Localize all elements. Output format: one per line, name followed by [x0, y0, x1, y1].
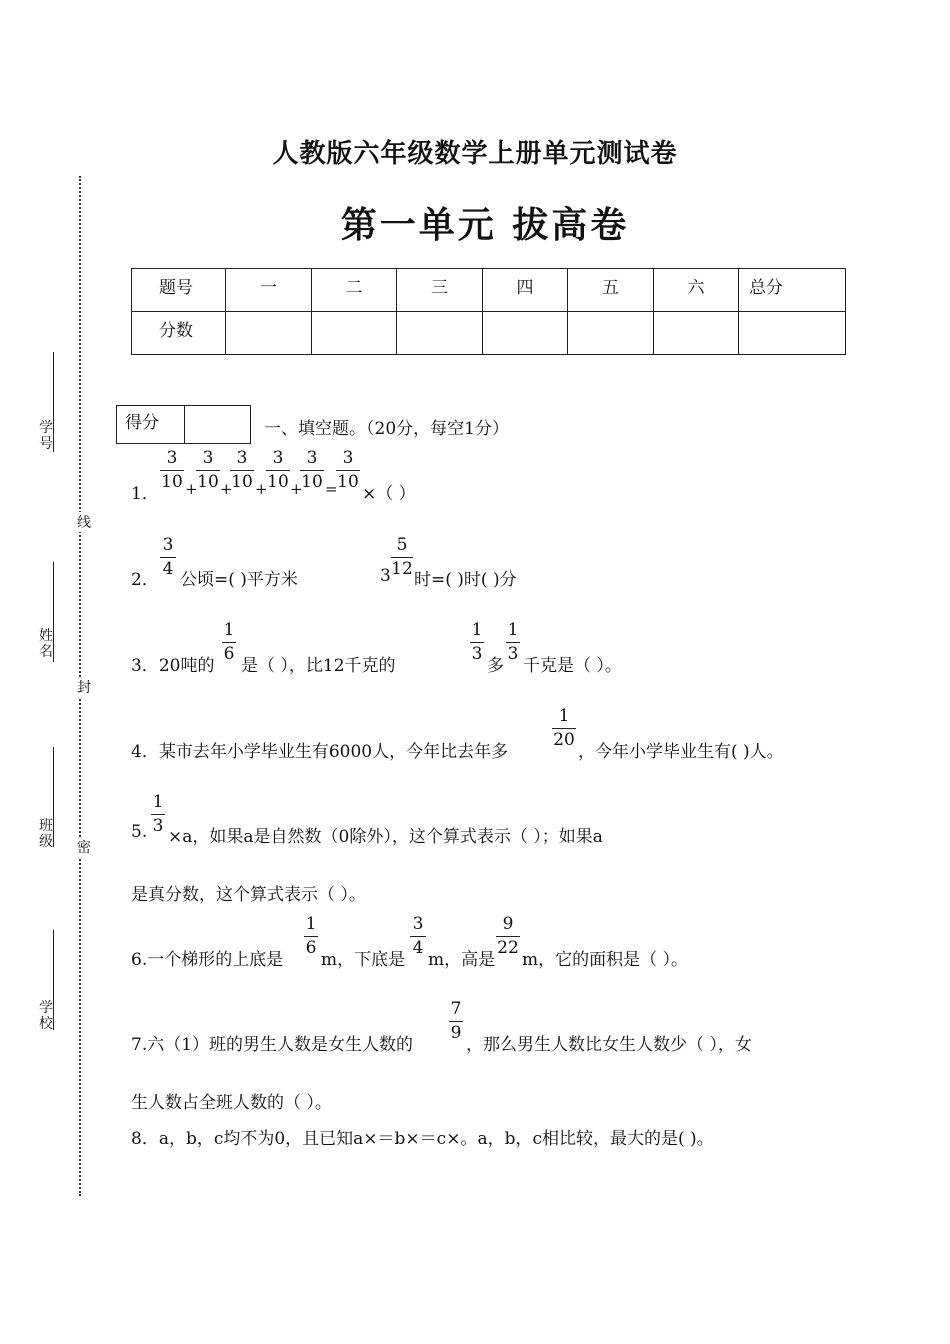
- fraction: 3 10: [301, 448, 323, 492]
- question-3-text: 3．20吨的: [131, 656, 215, 676]
- plus-sign: +: [290, 480, 303, 498]
- score-input-cell[interactable]: [568, 312, 654, 355]
- fraction: 7 9: [450, 999, 462, 1043]
- question-3-text: 多: [487, 656, 504, 676]
- school-label: 学校: [39, 1000, 53, 1032]
- section-score-box: [116, 405, 251, 444]
- fraction: 3 4: [160, 535, 176, 579]
- question-7-text: ，那么男生人数比女生人数少（ ），女: [466, 1035, 752, 1055]
- score-box-label: 得分: [117, 406, 185, 444]
- fraction: 3 10: [337, 448, 359, 492]
- score-input-cell[interactable]: [312, 312, 397, 355]
- fraction: 1 6: [305, 914, 317, 958]
- question-7-text: 生人数占全班人数的（ ）。: [131, 1093, 332, 1113]
- question-4-text: 4．某市去年小学毕业生有6000人，今年比去年多: [131, 742, 509, 762]
- question-6-text: m，下底是: [321, 950, 406, 970]
- score-input-cell[interactable]: [654, 312, 739, 355]
- fraction: 3 4: [410, 914, 426, 958]
- table-cell: 一: [226, 269, 312, 312]
- question-6-text: 6.一个梯形的上底是: [131, 950, 284, 970]
- student-id-label: 学号: [39, 420, 53, 452]
- seal-seal-char: 封: [77, 677, 91, 697]
- fraction: 9 22: [497, 914, 519, 958]
- plus-sign: +: [255, 480, 268, 498]
- table-cell: 五: [568, 269, 654, 312]
- question-5-prefix: 5.: [131, 822, 148, 842]
- fraction: 1 3: [507, 620, 519, 664]
- question-3-text: 是（ ），比12千克的: [241, 656, 396, 676]
- score-table-header-row: [132, 269, 846, 312]
- table-cell: 分数: [132, 312, 226, 355]
- table-cell: 总分: [739, 269, 846, 312]
- fraction: 3 10: [161, 448, 183, 492]
- question-2-prefix: 2．: [131, 570, 159, 590]
- score-input-cell[interactable]: [397, 312, 483, 355]
- table-cell: 题号: [132, 269, 226, 312]
- student-name-label: 姓名: [39, 628, 53, 660]
- question-6-text: m，高是: [428, 950, 496, 970]
- question-1-prefix: 1．: [131, 484, 159, 504]
- question-1-tail: ×（ ）: [362, 484, 416, 504]
- table-cell: 二: [312, 269, 397, 312]
- plus-sign: +: [185, 480, 198, 498]
- student-id-line: [53, 352, 54, 452]
- question-7-text: 7.六（1）班的男生人数是女生人数的: [131, 1035, 414, 1055]
- question-5-text: ×a，如果a是自然数（0除外），这个算式表示（ ）；如果a: [168, 827, 603, 847]
- score-input-cell[interactable]: [483, 312, 568, 355]
- score-input-cell[interactable]: [739, 312, 846, 355]
- question-2-text: 公顷=( )平方米: [180, 570, 298, 590]
- question-6-text: m，它的面积是（ ）。: [522, 950, 689, 970]
- section-heading: 一、填空题。（20分，每空1分）: [264, 419, 509, 439]
- school-line: [53, 930, 54, 1030]
- fraction: 3 10: [231, 448, 253, 492]
- question-8-text: 8．a，b，c均不为0，且已知a×＝b×＝c×。a，b，c相比较，最大的是( )。: [131, 1129, 714, 1149]
- table-cell: 四: [483, 269, 568, 312]
- page-title: 人教版六年级数学上册单元测试卷: [272, 139, 678, 169]
- question-5-text: 是真分数，这个算式表示（ ）。: [131, 885, 366, 905]
- question-2-text: 时=( )时( )分: [414, 570, 517, 590]
- table-cell: 六: [654, 269, 739, 312]
- fraction: 5 12: [391, 535, 413, 579]
- fraction: 1 6: [223, 620, 235, 664]
- score-box-input[interactable]: [185, 406, 251, 444]
- class-label: 班级: [39, 818, 53, 850]
- fraction: 3 10: [267, 448, 289, 492]
- fraction: 1 3: [152, 792, 164, 836]
- mixed-number-whole: 3: [380, 566, 391, 586]
- class-line: [53, 747, 54, 847]
- table-cell: 三: [397, 269, 483, 312]
- equals-sign: =: [325, 480, 338, 498]
- fraction: 1 20: [553, 706, 575, 750]
- seal-secret-char: 密: [77, 837, 91, 857]
- plus-sign: +: [220, 480, 233, 498]
- question-3-text: 千克是（ ）。: [523, 656, 622, 676]
- score-input-cell[interactable]: [226, 312, 312, 355]
- fraction: 3 10: [197, 448, 219, 492]
- score-table: [131, 268, 846, 355]
- seal-line-char: 线: [77, 512, 91, 532]
- fraction: 1 3: [471, 620, 483, 664]
- question-4-text: ，今年小学毕业生有( )人。: [578, 742, 784, 762]
- score-table-score-row: [132, 312, 846, 355]
- student-name-line: [53, 562, 54, 662]
- page-subtitle: 第一单元 拔高卷: [340, 204, 630, 246]
